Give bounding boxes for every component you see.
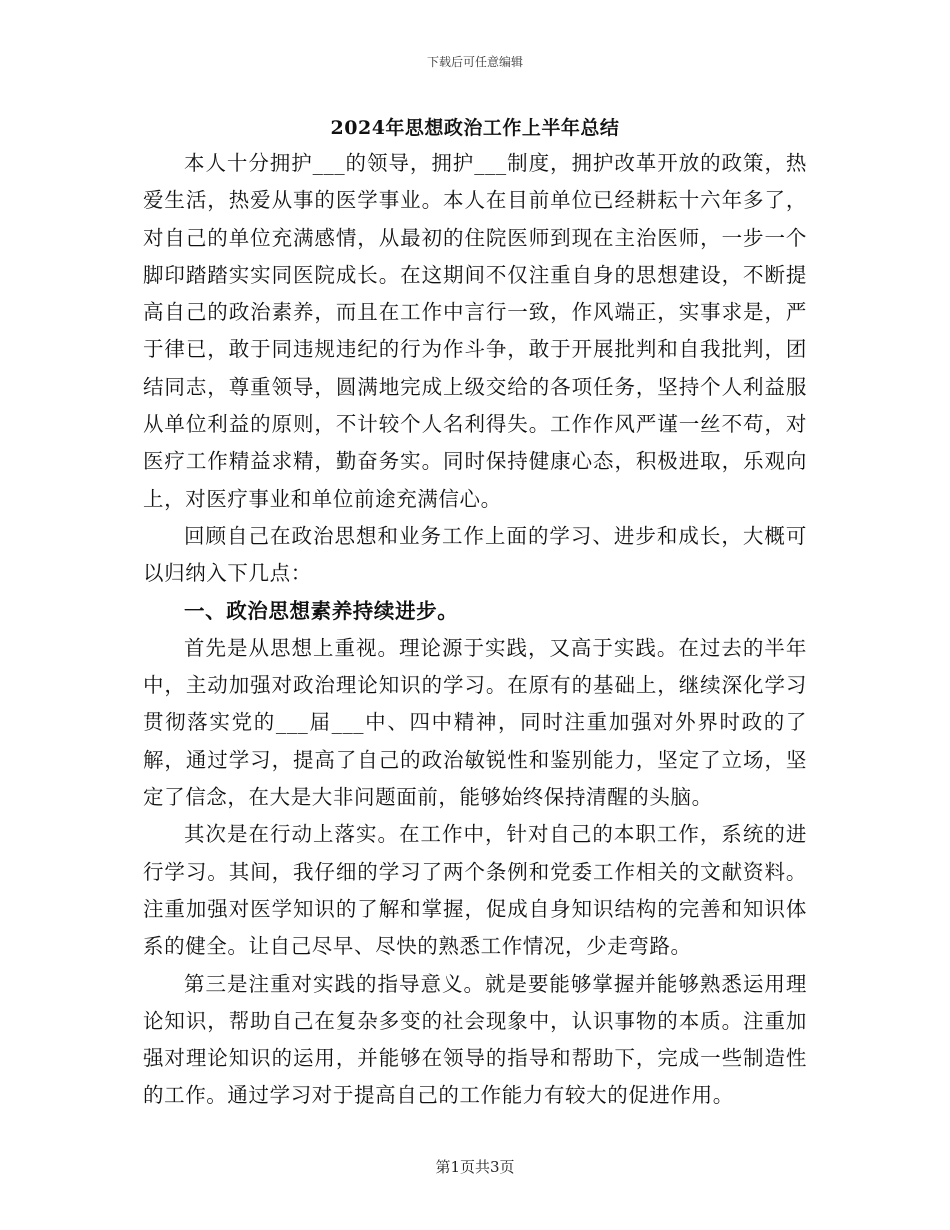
- paragraph-first-point: 首先是从思想上重视。理论源于实践，又高于实践。在过去的半年中，主动加强对政治理论知识的学习。在原有的基础上，继续深化学习贯彻落实党的___届___中、四中精神，同时注重加强对外界时政的了解，通过学习，提高了自己的政治敏锐性和鉴别能力，坚定了立场，坚定了信念，在大是大非问题面前，能够始终保持清醒的头脑。: [143, 635, 807, 810]
- section-heading: 一、政治思想素养持续进步。: [184, 598, 459, 623]
- paragraph-intro: 本人十分拥护___的领导，拥护___制度，拥护改革开放的政策，热爱生活，热爱从事的医学事业。本人在目前单位已经耕耘十六年多了，对自己的单位充满感情，从最初的住院医师到现在主治医师，一步一个脚印踏踏实实同医院成长。在这期间不仅注重自身的思想建设，不断提高自己的政治素养，而且在工作中言行一致，作风端正，实事求是，严于律已，敢于同违规违纪的行为作斗争，敢于开展批判和自我批判，团结同志，尊重领导，圆满地完成上级交给的各项任务，坚持个人利益服从单位利益的原则，不计较个人名利得失。工作作风严谨一丝不苟，对医疗工作精益求精，勤奋务实。同时保持健康心态，积极进取，乐观向上，对医疗事业和单位前途充满信心。: [143, 151, 807, 511]
- document-body: [143, 145, 807, 1115]
- paragraph-second-point: 其次是在行动上落实。在工作中，针对自己的本职工作，系统的进行学习。其间，我仔细的学习了两个条例和党委工作相关的文献资料。注重加强对医学知识的了解和掌握，促成自身知识结构的完善和知识体系的健全。让自己尽早、尽快的熟悉工作情况，少走弯路。: [143, 822, 807, 959]
- paragraph-third-point: 第三是注重对实践的指导意义。就是要能够掌握并能够熟悉运用理论知识，帮助自己在复杂多变的社会现象中，认识事物的本质。注重加强对理论知识的运用，并能够在领导的指导和帮助下，完成一些制造性的工作。通过学习对于提高自己的工作能力有较大的促进作用。: [143, 971, 807, 1108]
- document-title: 2024年思想政治工作上半年总结: [330, 117, 620, 139]
- page-number: 第1页共3页: [435, 1158, 515, 1176]
- header-note: 下载后可任意编辑: [426, 55, 523, 69]
- paragraph-review: 回顾自己在政治思想和业务工作上面的学习、进步和成长，大概可以归纳入下几点：: [143, 523, 807, 586]
